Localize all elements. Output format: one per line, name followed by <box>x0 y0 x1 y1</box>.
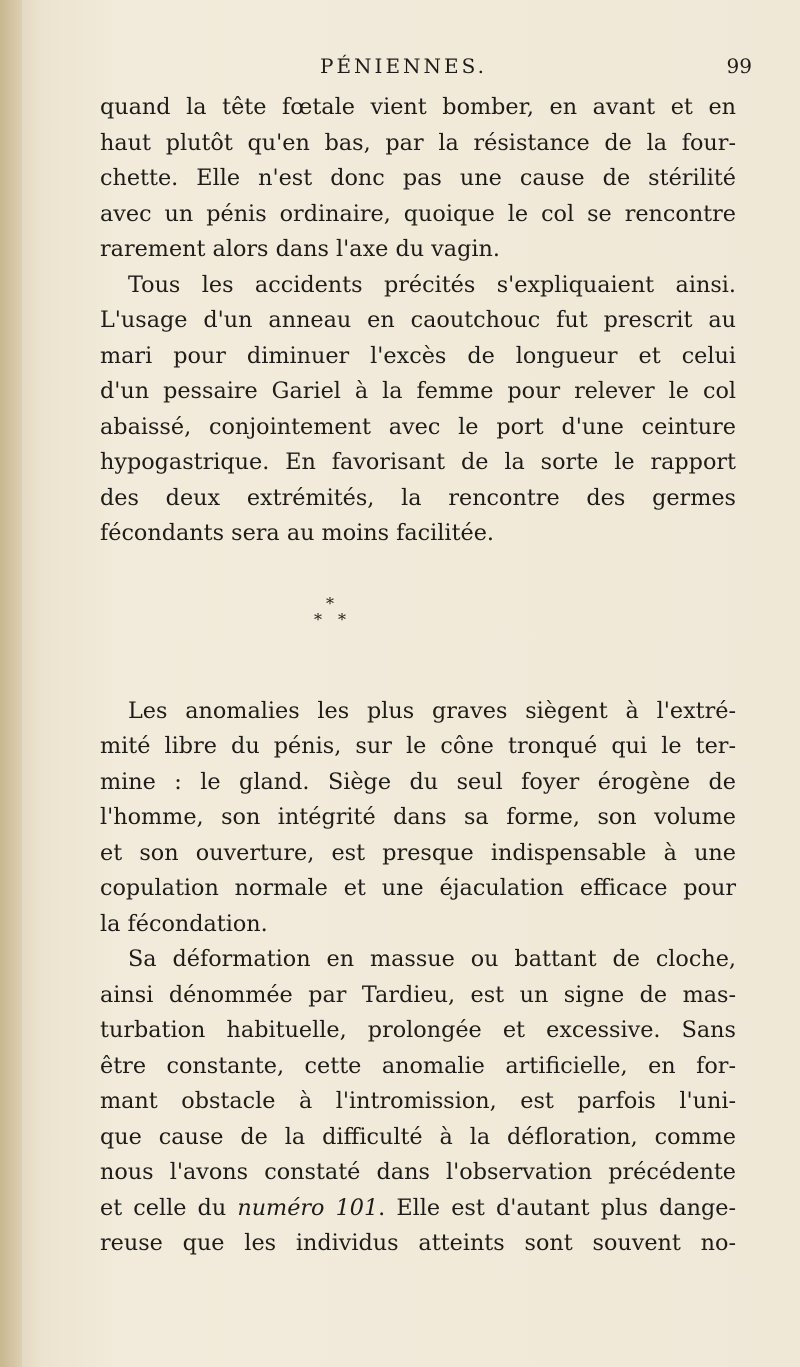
text-line: reuse que les individus atteints sont souvent no- <box>100 1230 736 1256</box>
text-line: copulation normale et une éjaculation efficace pour <box>100 875 736 901</box>
text-line: Les anomalies les plus graves siègent à l'extré- <box>128 697 736 724</box>
page-header <box>0 54 800 84</box>
text-line: l'homme, son intégrité dans sa forme, son volume <box>100 804 736 830</box>
body-text <box>100 90 736 1262</box>
text-line: des deux extrémités, la rencontre des germes <box>100 484 736 511</box>
text-line <box>100 1191 736 1227</box>
text-line: turbation habituelle, prolongée et excessive. Sans <box>100 1017 736 1043</box>
text-line: mine : le gland. Siège du seul foyer érogène de <box>100 768 736 795</box>
text-line: que cause de la difficulté à la défloration, comme <box>100 1123 736 1150</box>
text-line: mari pour diminuer l'excès de longueur et celui <box>100 342 736 369</box>
text-line: Tous les accidents précités s'expliquaient ainsi. <box>128 271 736 298</box>
asterism-star: * <box>338 609 346 629</box>
asterism <box>314 593 354 636</box>
page-number: 99 <box>726 54 752 78</box>
text-line: la fécondation. <box>100 910 268 937</box>
asterism-star: * <box>314 609 322 629</box>
page-gutter <box>0 0 22 1367</box>
section-separator <box>100 552 736 694</box>
text-line: fécondants sera au moins facilitée. <box>100 520 495 546</box>
text-line: mité libre du pénis, sur le cône tronqué qui le ter- <box>100 733 736 759</box>
text-line: L'usage d'un anneau en caoutchouc fut prescrit au <box>100 307 736 333</box>
italic-reference: numéro 101 <box>237 1194 379 1221</box>
text-line: abaissé, conjointement avec le port d'une ceinture <box>100 413 736 440</box>
running-title: PÉNIENNES. <box>320 54 488 78</box>
text-line: quand la tête fœtale vient bomber, en avant et en <box>100 94 736 120</box>
text-line: Sa déformation en massue ou battant de cloche, <box>128 946 736 972</box>
text-line: ainsi dénommée par Tardieu, est un signe de mas- <box>100 981 736 1008</box>
text-line: mant obstacle à l'intromission, est parfois l'uni- <box>100 1088 736 1114</box>
text-line: avec un pénis ordinaire, quoique le col se rencontre <box>100 200 736 227</box>
text-line: haut plutôt qu'en bas, par la résistance de la four- <box>100 129 736 156</box>
text-line: d'un pessaire Gariel à la femme pour relever le col <box>100 378 736 404</box>
text-segment: . Elle est d'autant plus dange- <box>378 1194 736 1221</box>
text-line: nous l'avons constaté dans l'observation précédente <box>100 1159 736 1185</box>
text-segment: et celle du <box>100 1194 238 1221</box>
text-line: être constante, cette anomalie artificielle, en for- <box>100 1052 736 1079</box>
asterism-star: * <box>326 593 334 613</box>
text-line: et son ouverture, est presque indispensable à une <box>100 839 736 866</box>
text-line: chette. Elle n'est donc pas une cause de stérilité <box>100 165 736 191</box>
text-line: rarement alors dans l'axe du vagin. <box>100 236 500 262</box>
text-line: hypogastrique. En favorisant de la sorte le rapport <box>100 449 736 475</box>
